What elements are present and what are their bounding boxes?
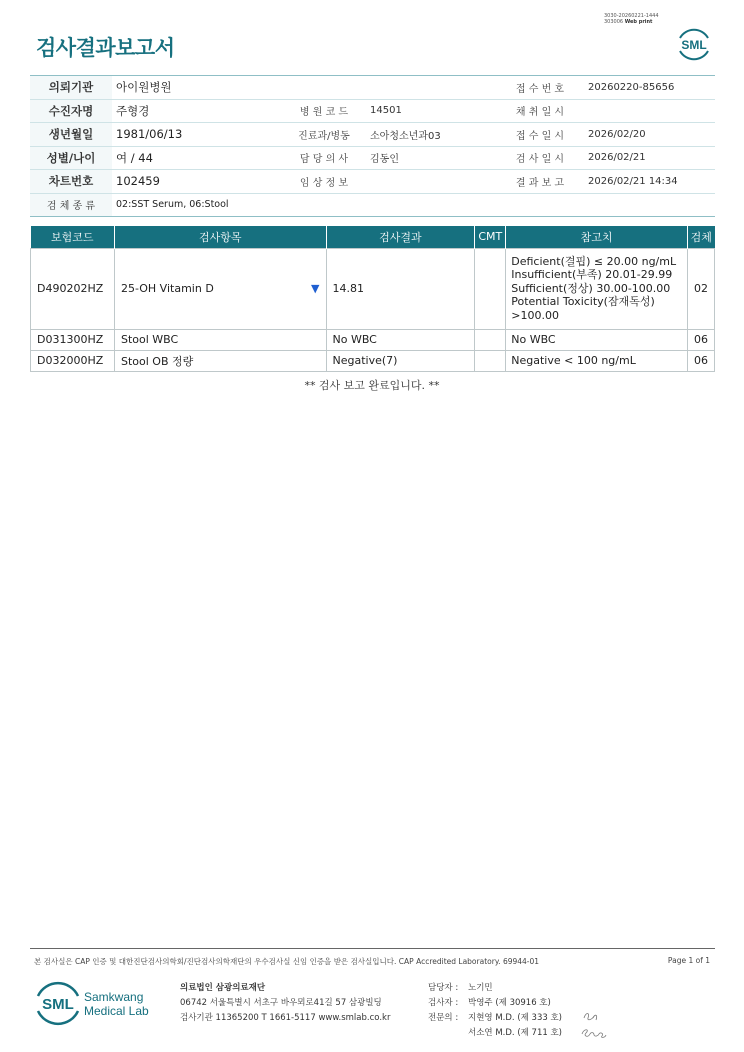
specimen-cell: 06	[687, 350, 714, 371]
cmt-cell	[475, 329, 506, 350]
clinical-info-value	[366, 170, 496, 194]
sex-age-value: 여 / 44	[112, 146, 282, 170]
reference-line: Deficient(결핍) ≤ 20.00 ng/mL	[511, 254, 677, 268]
organization-name: 의료법인 삼광의료재단	[180, 983, 266, 993]
reference-line: Insufficient(부족) 20.01-29.99	[511, 268, 673, 282]
staff-name: 서소연 M.D. (제 711 호)	[468, 1028, 563, 1038]
test-item-cell: Stool WBC	[114, 329, 326, 350]
physician-value: 김동인	[366, 146, 496, 170]
organization-contact: 검사기관 11365200 T 1661-5117 www.smlab.co.kr	[180, 1013, 391, 1023]
birth-date-value: 1981/06/13	[112, 123, 282, 147]
cmt-cell	[475, 350, 506, 371]
accession-number-value: 20260220-85656	[584, 76, 715, 100]
birth-date-label: 생년월일	[30, 123, 112, 147]
test-item-name: 25-OH Vitamin D	[120, 282, 214, 295]
column-header-cmt: CMT	[475, 226, 506, 248]
blank-label	[282, 76, 366, 100]
hospital-code-label: 병 원 코 드	[282, 99, 366, 123]
staff-name: 지현영 M.D. (제 333 호)	[468, 1013, 563, 1023]
column-header-specimen: 검체	[687, 226, 714, 248]
test-result-cell: No WBC	[326, 329, 475, 350]
sml-logo-text: SML	[681, 38, 707, 52]
insurance-code-cell: D031300HZ	[31, 329, 115, 350]
patient-info-table	[30, 75, 715, 217]
collection-date-value	[584, 99, 715, 123]
staff-name: 박영주 (제 30916 호)	[468, 998, 551, 1008]
cmt-cell	[475, 248, 506, 329]
page-title: 검사결과보고서	[36, 36, 175, 60]
reference-range-cell: No WBC	[506, 329, 688, 350]
samkwang-logo-icon	[34, 980, 159, 1026]
organization-address: 06742 서울특별시 서초구 바우뫼로41길 57 삼광빌딩	[180, 998, 382, 1008]
referring-hospital-value: 아이원병원	[112, 76, 282, 100]
footer-logo-line2: Medical Lab	[84, 1004, 149, 1018]
test-date-label: 검 사 일 시	[496, 146, 584, 170]
specimen-cell: 06	[687, 329, 714, 350]
referring-hospital-label: 의뢰기관	[30, 76, 112, 100]
test-date-value: 2026/02/21	[584, 146, 715, 170]
document-id-line2	[604, 19, 659, 25]
certification-text: 본 검사실은 CAP 인증 및 대한진단검사의학회/진단검사의학재단의 우수검사실 신임 인증을 받은 검사실입니다. CAP Accredited Laboratory. 69944-01	[34, 957, 540, 966]
clinical-info-label: 임 상 정 보	[282, 170, 366, 194]
footer-logo-line1: Samkwang	[84, 990, 144, 1004]
received-date-label: 접 수 일 시	[496, 123, 584, 147]
chart-number-label: 차트번호	[30, 170, 112, 194]
table-row	[31, 350, 715, 371]
test-item-cell: Stool OB 정량	[114, 350, 326, 371]
patient-info-row	[30, 193, 715, 217]
collection-date-label: 채 취 일 시	[496, 99, 584, 123]
staff-row	[428, 1026, 562, 1041]
organization-info	[180, 981, 390, 1026]
column-header-code: 보험코드	[31, 226, 115, 248]
staff-row	[428, 1011, 562, 1026]
test-item-cell	[114, 248, 326, 329]
low-flag-icon: ▼	[311, 282, 320, 295]
insurance-code-cell: D490202HZ	[31, 248, 115, 329]
physician-label: 담 당 의 사	[282, 146, 366, 170]
department-value: 소아청소년과03	[366, 123, 496, 147]
received-date-value: 2026/02/20	[584, 123, 715, 147]
specimen-type-label: 검 체 종 류	[30, 193, 112, 217]
patient-name-label: 수진자명	[30, 99, 112, 123]
patient-name-value: 주형경	[112, 99, 282, 123]
results-header-row	[31, 226, 715, 248]
specimen-cell: 02	[687, 248, 714, 329]
test-result-cell: Negative(7)	[326, 350, 475, 371]
staff-name: 노기민	[468, 983, 493, 993]
report-date-value: 2026/02/21 14:34	[584, 170, 715, 194]
results-table	[30, 226, 715, 372]
patient-info-row	[30, 170, 715, 194]
column-header-reference: 참고치	[506, 226, 688, 248]
reference-range-cell	[506, 248, 688, 329]
staff-row	[428, 996, 562, 1011]
table-row	[31, 248, 715, 329]
staff-role: 전문의 :	[428, 1013, 459, 1023]
column-header-item: 검사항목	[114, 226, 326, 248]
reference-range-cell: Negative < 100 ng/mL	[506, 350, 688, 371]
reference-line: Potential Toxicity(잠재독성)	[511, 295, 655, 309]
document-id-code: 303006	[604, 19, 624, 25]
patient-info-row	[30, 146, 715, 170]
web-print-label: Web print	[624, 19, 653, 25]
staff-info	[428, 981, 562, 1041]
specimen-type-value: 02:SST Serum, 06:Stool	[112, 193, 715, 217]
sex-age-label: 성별/나이	[30, 146, 112, 170]
completion-note: ** 검사 보고 완료입니다. **	[304, 379, 440, 392]
accession-number-label: 접 수 번 호	[496, 76, 584, 100]
chart-number-value: 102459	[112, 170, 282, 194]
insurance-code-cell: D032000HZ	[31, 350, 115, 371]
staff-row	[428, 981, 562, 996]
patient-info-row	[30, 123, 715, 147]
staff-role: 검사자 :	[428, 998, 459, 1008]
sml-logo-icon	[674, 24, 714, 64]
reference-line: Sufficient(정상) 30.00-100.00	[511, 281, 671, 295]
footer-divider	[30, 948, 715, 949]
patient-info-row	[30, 76, 715, 100]
report-date-label: 결 과 보 고	[496, 170, 584, 194]
blank-value	[366, 76, 496, 100]
document-id	[604, 13, 659, 25]
reference-line: >100.00	[511, 308, 559, 322]
page-number: Page 1 of 1	[667, 956, 710, 965]
hospital-code-value: 14501	[366, 99, 496, 123]
document-id-line1: 3030-20260221-1444	[604, 13, 659, 19]
patient-info-row	[30, 99, 715, 123]
department-label: 진료과/병동	[282, 123, 366, 147]
signature-icon	[578, 1008, 610, 1042]
test-result-cell: 14.81	[326, 248, 475, 329]
footer-logo-sml: SML	[42, 996, 74, 1013]
staff-role: 담당자 :	[428, 983, 459, 993]
column-header-result: 검사결과	[326, 226, 475, 248]
table-row	[31, 329, 715, 350]
